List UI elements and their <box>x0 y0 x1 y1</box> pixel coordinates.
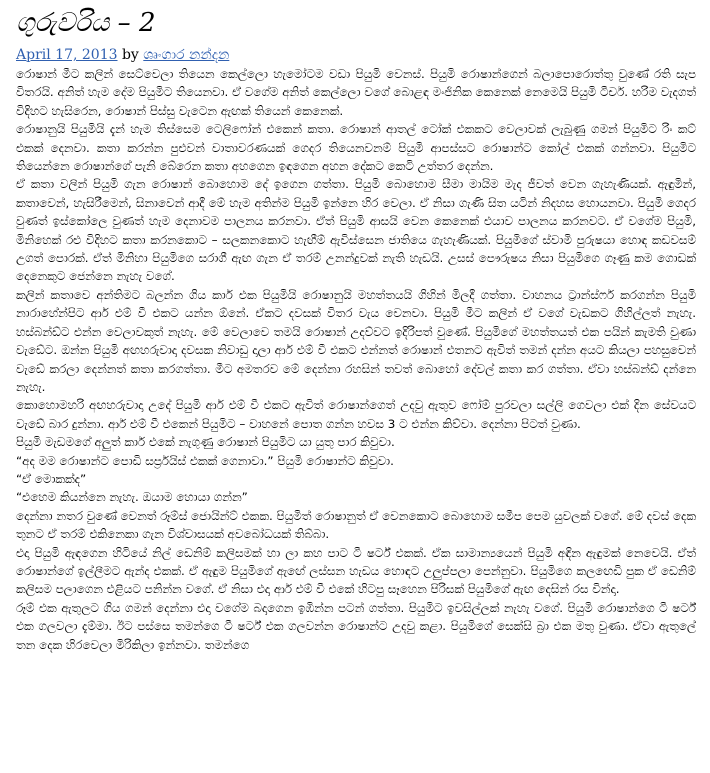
paragraph: දෙන්නා නතර වුණේ වෙනත් රූම්ස් ජොයින්ට් එකක. පියුමිත් රොෂානුත් ඒ වෙනකොට බොහොම සමීප පෙම යුවලක් වගේ. මේ දවස් දෙක තුනට ඒ තරම් එකිනෙකා ගැන විශ්වාසයක් අවබෝධයක් තිබ්බා. <box>16 508 696 542</box>
paragraph: “ඒ මොකක්ද” <box>16 471 87 486</box>
by-label: by <box>121 47 139 63</box>
paragraph: කොහොමහරි අඟහරුවාදා උදේ පියුමි ආර් එම් වී එකට ඇවිත් රොෂාන්ගෙත් උදවු ඇතුව ෆෝම් පුරවලා සල්ලි ගෙවලා එක් දින සේවයට වැඩේ බාර දුන්නා. ආර් එම් වී එකෙන් පියුමිට – වාහනේ පොත ගන්න හවස 3 ට එන්න කිව්වා. දෙන්නා පිටත් වුණා. <box>16 398 696 431</box>
paragraph: “අද මම රොෂාන්ට පොඩි සර්ප්‍රයිස් එකක් ගෙනාවා.” පියුමි රොෂාන්ට කිවුවා. <box>16 453 394 468</box>
paragraph: රොෂානුයි පියුමියි දැන් හැම තිස්සෙම ටෙලිෆෝන් එකෙන් කතා. රොෂාන් ආතල් ටෝක් එකකට වෙලාවක් ලැබුණු ගමන් පියුමිට රිං කට් එකක් දෙනවා. කතා කරන්න පුළුවන් වාතාවරණයක් ගෙදර තියෙනවනම් පියුමි ආපස්සට රොෂාන්ට කෝල් එකක් ගන්නවා. පියුමිට තියෙන්නෙ රොෂාන්ගේ පැනි බේරෙන කතා අහගෙන ඉඳගෙන අහන දේකට කෙටි උත්තර දෙන්න. <box>16 122 696 174</box>
author-link[interactable]: ශෘංගාර නන්දන <box>143 47 230 63</box>
paragraph: “එහෙම කියන්නෙ නැහැ. ඔයාම හොයා ගන්න” <box>16 490 248 505</box>
paragraph: ඒ කතා වලින් පියුමි ගැන රොෂාන් බොහොම දේ ඉගෙන ගත්තා. පියුමි බොහොම සීමා මායිම මැද ජීවත් වෙන ගැහැණියක්. ඇඳුමින්, කතාවෙන්, හැසිරීමෙන්, සිනාවෙන් ආදී මේ හැම අතින්ම පියුමි ඉන්නෙ හිර වෙලා. ඒ නිසා ගැණි සිත යටින් නිදහස හොයනවා. පියුමි ගෙදර වුණත් ඉස්කෝලෙ වුණත් හැම දෙනාවම පාලනය කරනවා. ඒත් පියුමි ආසයි වෙන කෙනෙක් එයාව පාලනය කරනවට. ඒ වගේම පියුමි, මිනිහෙක් රළු විදිහට කතා කරනකොට – සලකනකොට හැඟීම් ඇවිස්සෙන ජාතියෙ ගැහැණියක්. පියුමිගේ ස්වාමි පුරුෂයා හොඳ කඩවසම් උගත් පොරක්. ඒත් මිනිහා පියුමිගෙ සරාගී ඇඟ ගැන ඒ තරම් උනන්දුවක් නැති හැඩයි. උසස් පෞරුෂය නිසා පියුමිගෙ ගෑණු කම ගොඩක් දෙනෙකුට ජෙන්නෙ නැහැ වගේ. <box>16 177 696 284</box>
paragraph: කලින් කතාවෙ අන්තිමට බලන්න ගිය කාර් එක පියුමියි රොෂානුයි මහත්තයයි ගිහින් මිලදී ගත්තා. වාහනය ට්‍රාන්ස්ෆර් කරගන්න පියුමි නාරාහේන්පිට ආර් එම් වී එකට යන්න ඕනේ. ඒකට දවසක් විතර වැය වෙනවා. පියුමි මීට කලින් ඒ වගේ වැඩකට ගිහිල්ලත් නැහැ. හස්බන්ඩ්ට එන්න වෙලාවකුත් නැහැ. මේ වෙලාවෙ තමයි රොෂාන් උදව්වට ඉදිරිපත් වුණේ. පියුමිගේ මහත්තයත් එක පයින් කැමති වුණා වැඩේට. ඔන්න පියුමි අඟහරුවාදා දවසක නිවාඩු දාලා ආර් එම් වී එකට එන්නත් රොෂාන් එතනට ඇවිත් තමන් දන්න අයට කියලා පහසුවෙන් වැඩේ කරලා දෙන්නත් කතා කරගත්තා. මීට අමතරව මේ දෙන්නා රහසින් තවත් බොහෝ දේවල් කතා කර ගත්තා. ඒවා හස්බන්ඩ් දන්නෙ නැහැ. <box>16 287 696 394</box>
paragraph: එදා පියුමි ඇඳගෙන හිටියේ නිල් ඩෙනිම් කලිසමක් හා ලා කහ පාට ටී ෂර්ට් එකක්. ඒක සාමාන්‍යයෙන් පියුමි අඳින ඇඳුමක් නෙවෙයි. ඒත් රොෂාන්ගේ ඉල්ලීමට ඇන්ද එකක්. ඒ ඇඳුම පියුමිගේ ඇඟේ ලස්සන හැඩය හොඳට උලුප්පලා පෙන්නුවා. පියුමිගෙ කලඟෙඩි පුක ඒ ඩෙනිම් කලිසම පලාගෙන එළියට පනින්න වගේ. ඒ නිසා එදා ආර් එම් වී එකේ හිටපු සෑහෙන පිරිසක් පියුමිගේ ඇඟ දෙසින් රස වින්දා. <box>16 545 696 597</box>
post-date-link[interactable]: April 17, 2013 <box>16 47 118 63</box>
post-meta <box>16 46 696 64</box>
post-body <box>16 65 696 654</box>
paragraph: පියුමි මැඩමගේ අලුත් කාර් එකේ නැගුණු රොෂාන් පියුමිට යා යුතු පාර කිවුවා. <box>16 435 395 450</box>
paragraph: රොෂාන් මීට කලින් සෙට්වෙලා තියෙන කෙල්ලො හැමෝටම වඩා පියුමි වෙනස්. පියුමි රොෂාන්ගෙන් බලාපොරොත්තු වුණේ රති සැප විතරයි. අනිත් හැම දේම පියුමිට තියෙනවා. ඒ වගේම අනිත් කෙල්ලො වගේ බොළඳ මංජිනික කෙනෙක් නෙමෙයි පියුමි ටීචර්. හරිම වැදගත් විදිහට හැසිරෙන, රොෂාන් පිස්සු වැටෙන ඇඟක් තියෙන් කෙනෙක්. <box>16 67 696 118</box>
paragraph: රූම් එක ඇතුලට ගිය ගමන් දෙන්නා එදා වගේම බදාගෙන ඉඹින්න පටන් ගත්තා. පියුමිට ඉවසිල්ලක් නැහැ වගේ. පියුමි රොෂාන්ගෙ ටී ෂර්ට් එක ගලවලා දැම්මා. ඊට පස්සෙ තමන්ගෙ ටී ෂර්ට් එක ගලවන්න රොෂාන්ට උදවු කළා. පියුමිගේ සෙක්සි බ්‍රා එක මතු වුණා. ඒවා ඇතුලේ තන දෙක හිරවෙලා මිරිකිලා ඉන්නවා. තමන්ගෙ <box>16 600 696 652</box>
post-title: ගුරුවරිය – 2 <box>16 8 156 38</box>
